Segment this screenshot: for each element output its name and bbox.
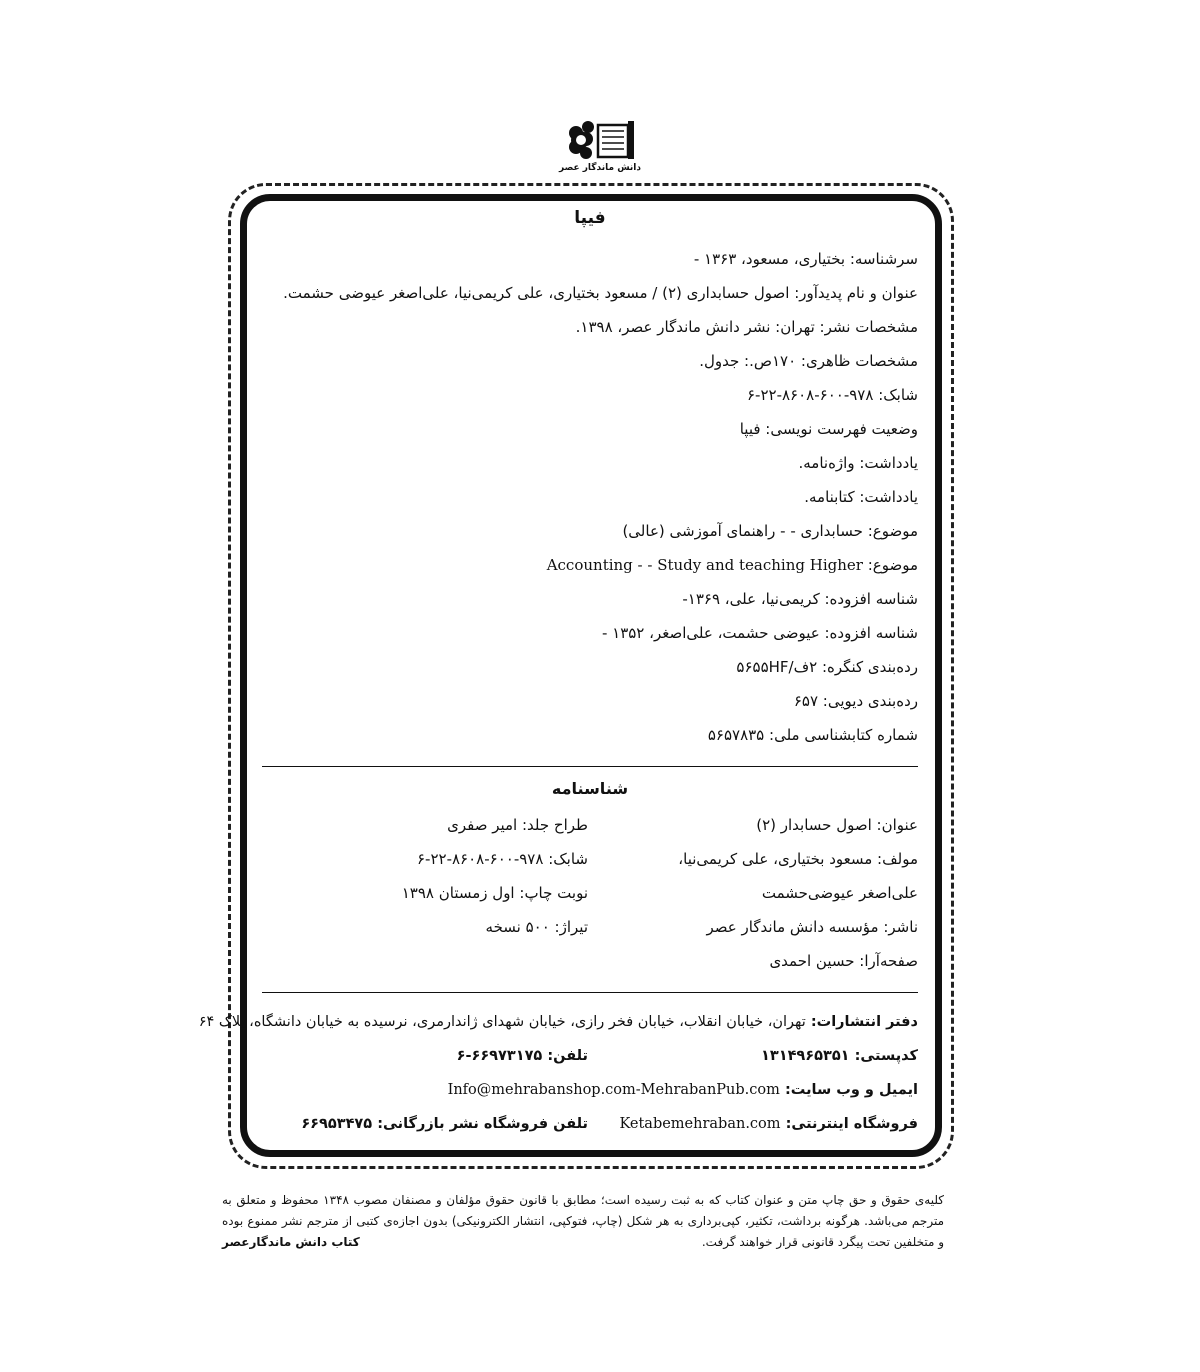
fipa-value: ۹۷۸-۶۰۰-۸۶۰۸-۲۲-۶ <box>746 386 874 404</box>
fipa-line: شناسه افزوده: کریمی‌نیا، علی، ۱۳۶۹- <box>682 590 918 608</box>
identity-value: اصول حسابدار (۲) <box>756 816 872 834</box>
fipa-value: عیوضی حشمت، علی‌اصغر، ۱۳۵۲ - <box>601 624 820 642</box>
fipa-value: اصول حسابداری (۲) / مسعود بختیاری، علی کریمی‌نیا، علی‌اصغر عیوضی حشمت. <box>283 284 790 302</box>
identity-label: شابک <box>553 850 588 868</box>
fipa-label: شماره کتابشناسی ملی <box>774 726 918 744</box>
identity-label: عنوان <box>881 816 918 834</box>
fipa-line: شماره کتابشناسی ملی: ۵۶۵۷۸۳۵ <box>707 726 918 744</box>
fipa-label: شناسه افزوده <box>829 590 918 608</box>
address-value: تهران، خیابان انقلاب، خیابان فخر رازی، خیابان شهدای ژاندارمری، نرسیده به خیابان دانشگاه، پلاک ۶۴ <box>198 1014 806 1030</box>
fipa-value: ۵۶۵۷۸۳۵ <box>707 726 765 744</box>
cip-content <box>198 208 918 1141</box>
shop-label: فروشگاه اینترنتی: <box>785 1116 918 1132</box>
fipa-line: موضوع: حسابداری - - راهنمای آموزشی (عالی) <box>622 522 918 540</box>
postal-phone-row <box>262 1039 918 1073</box>
identity-value: اول زمستان ۱۳۹۸ <box>401 884 515 902</box>
identity-line: صفحه‌آرا: حسین احمدی <box>769 952 918 970</box>
fipa-record <box>262 242 918 752</box>
fipa-label: سرشناسه <box>854 250 918 268</box>
identity-value: امیر صفری <box>447 816 518 834</box>
fipa-line: رده‌بندی کنگره: ۲ف/۵۶۵۵HF <box>736 658 918 676</box>
fipa-label: شناسه افزوده <box>829 624 918 642</box>
fipa-label: شابک <box>883 386 918 404</box>
fipa-value: Accounting - - Study and teaching Higher <box>546 556 863 574</box>
fipa-line: یادداشت: واژه‌نامه. <box>798 454 918 472</box>
identity-line: تیراژ: ۵۰۰ نسخه <box>485 918 588 936</box>
fipa-line: شابک: ۹۷۸-۶۰۰-۸۶۰۸-۲۲-۶ <box>746 386 918 404</box>
fipa-value: فیپا <box>739 420 761 438</box>
postal-code <box>588 1039 918 1073</box>
office-info <box>198 1005 918 1141</box>
office-phone <box>262 1039 588 1073</box>
fipa-value: ۱۷۰ص.: جدول. <box>699 352 797 370</box>
identity-label: طراح جلد <box>527 816 588 834</box>
identity-column-left <box>262 808 588 978</box>
identity-value: حسین احمدی <box>769 952 855 970</box>
online-shop <box>588 1107 918 1141</box>
fipa-label: وضعیت فهرست نویسی <box>770 420 918 438</box>
fipa-value: واژه‌نامه. <box>798 454 855 472</box>
postal-label: کدپستی: <box>854 1048 918 1064</box>
copyright-notice <box>222 1190 944 1253</box>
identity-heading: شناسنامه <box>551 779 629 798</box>
store-phone-value: ۶۶۹۵۳۴۷۵ <box>301 1116 373 1132</box>
identity-value: ۵۰۰ نسخه <box>485 918 550 936</box>
identity-line: شابک: ۹۷۸-۶۰۰-۸۶۰۸-۲۲-۶ <box>416 850 588 868</box>
identity-grid <box>262 808 918 978</box>
shop-row <box>262 1107 918 1141</box>
identity-value: علی‌اصغر عیوضی‌حشمت <box>761 884 918 902</box>
logo-caption: دانش ماندگار عصر <box>558 163 641 173</box>
fipa-line: موضوع: Accounting - - Study and teaching Higher <box>546 556 918 574</box>
fipa-line: شناسه افزوده: عیوضی حشمت، علی‌اصغر، ۱۳۵۲ - <box>601 624 918 642</box>
flower-emblem-icon <box>569 121 594 159</box>
identity-value: مؤسسه دانش ماندگار عصر <box>706 918 879 936</box>
email-label: ایمیل و وب سایت: <box>784 1082 918 1098</box>
identity-line: نوبت چاپ: اول زمستان ۱۳۹۸ <box>401 884 588 902</box>
identity-column-right <box>588 808 918 978</box>
fipa-line: مشخصات ظاهری: ۱۷۰ص.: جدول. <box>699 352 918 370</box>
identity-line: عنوان: اصول حسابدار (۲) <box>756 816 918 834</box>
fipa-value: کریمی‌نیا، علی، ۱۳۶۹- <box>682 590 820 608</box>
identity-label: ناشر <box>888 918 918 936</box>
email-website <box>262 1073 918 1107</box>
book-icon <box>598 121 634 159</box>
phone-label: تلفن: <box>547 1048 588 1064</box>
fipa-value: ۲ف/۵۶۵۵HF <box>736 658 818 676</box>
section-divider <box>262 992 918 993</box>
fipa-label: موضوع <box>872 556 918 574</box>
fipa-label: یادداشت <box>864 454 918 472</box>
address-label: دفتر انتشارات: <box>810 1014 918 1030</box>
identity-label: نوبت چاپ <box>524 884 588 902</box>
fipa-line: مشخصات نشر: تهران: نشر دانش ماندگار عصر، ۱۳۹۸. <box>575 318 918 336</box>
identity-line: مولف: مسعود بختیاری، علی کریمی‌نیا، <box>678 850 918 868</box>
fipa-value: تهران: نشر دانش ماندگار عصر، ۱۳۹۸. <box>575 318 815 336</box>
fipa-line: رده‌بندی دیویی: ۶۵۷ <box>793 692 918 710</box>
fipa-heading: فیپا <box>574 208 606 228</box>
email-value: Info@mehrabanshop.com-MehrabanPub.com <box>447 1082 780 1098</box>
fipa-value: ۶۵۷ <box>793 692 819 710</box>
fipa-line: یادداشت: کتابنامه. <box>804 488 918 506</box>
store-phone <box>262 1107 588 1141</box>
fipa-label: مشخصات نشر <box>824 318 918 336</box>
section-divider <box>262 766 918 767</box>
identity-line <box>588 876 918 910</box>
copyright-text: کلیه‌ی حقوق و حق چاپ متن و عنوان کتاب که به ثبت رسیده است؛ مطابق با قانون حقوق مؤلفان و مصنفان مصوب ۱۳۴۸ محفوظ و متعلق به مترجم می‌باشد. هرگونه برداشت، تکثیر، کپی‌برداری به هر شکل (چاپ، فتوکپی، انتشار الکترونیکی) بدون اجازه‌ی کتبی از مترجم نشر ممنوع بوده و متخلفین تحت پیگرد قانونی قرار خواهند گرفت. <box>222 1193 945 1249</box>
shop-value: Ketabemehraban.com <box>619 1116 781 1132</box>
office-address <box>198 1005 918 1039</box>
identity-line: طراح جلد: امیر صفری <box>447 816 588 834</box>
fipa-line: وضعیت فهرست نویسی: فیپا <box>739 420 918 438</box>
store-phone-label: تلفن فروشگاه نشر بازرگانی: <box>377 1116 588 1132</box>
fipa-label: عنوان و نام پدیدآور <box>799 284 918 302</box>
identity-label: صفحه‌آرا <box>864 952 918 970</box>
fipa-label: یادداشت <box>864 488 918 506</box>
identity-value: ۹۷۸-۶۰۰-۸۶۰۸-۲۲-۶ <box>416 850 544 868</box>
postal-value: ۱۳۱۴۹۶۵۳۵۱ <box>761 1048 850 1064</box>
fipa-label: مشخصات ظاهری <box>805 352 918 370</box>
fipa-value: بختیاری، مسعود، ۱۳۶۳ - <box>693 250 846 268</box>
fipa-label: رده‌بندی کنگره <box>827 658 918 676</box>
fipa-line: سرشناسه: بختیاری، مسعود، ۱۳۶۳ - <box>693 250 918 268</box>
identity-label: تیراژ <box>559 918 588 936</box>
identity-value: مسعود بختیاری، علی کریمی‌نیا، <box>678 850 873 868</box>
fipa-label: موضوع <box>872 522 918 540</box>
fipa-line: عنوان و نام پدیدآور: اصول حسابداری (۲) / مسعود بختیاری، علی کریمی‌نیا، علی‌اصغر عیوضی حشمت. <box>283 284 918 302</box>
fipa-label: رده‌بندی دیویی <box>827 692 918 710</box>
phone-value: ۶۶۹۷۳۱۷۵-۶ <box>456 1048 543 1064</box>
identity-line: ناشر: مؤسسه دانش ماندگار عصر <box>706 918 918 936</box>
fipa-value: حسابداری - - راهنمای آموزشی (عالی) <box>622 522 863 540</box>
identity-label: مولف <box>882 850 918 868</box>
footer-publisher: کتاب دانش ماندگارعصر <box>222 1235 360 1249</box>
fipa-value: کتابنامه. <box>804 488 855 506</box>
